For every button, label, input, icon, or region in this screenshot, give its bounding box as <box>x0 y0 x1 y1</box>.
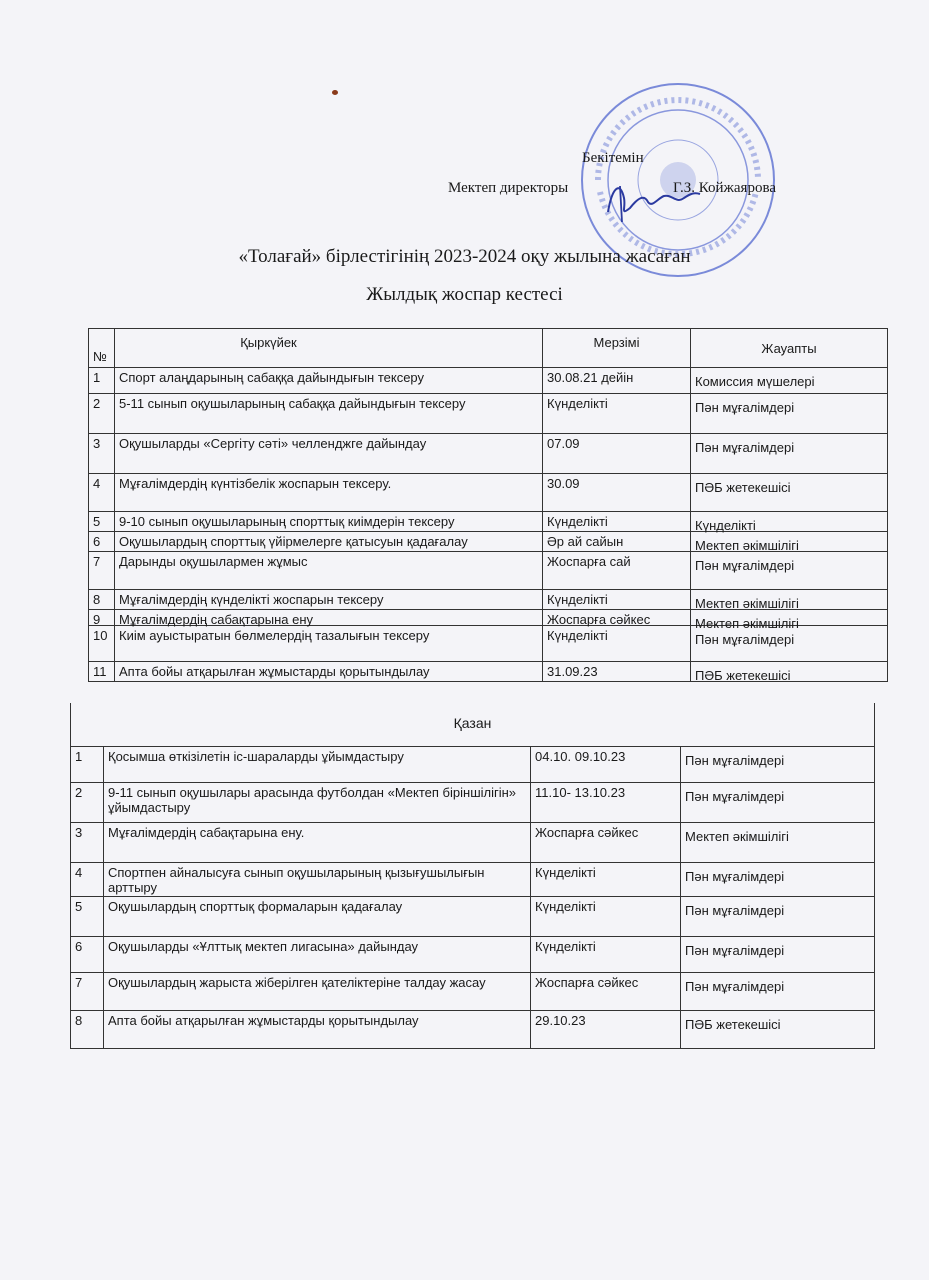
row-responsible: Мектеп әкімшілігі <box>685 829 789 844</box>
row-date: 29.10.23 <box>531 1011 681 1048</box>
row-responsible: Мектеп әкімшілігі <box>695 616 799 631</box>
header-responsible: Жауапты <box>761 341 817 356</box>
table-row <box>70 863 875 897</box>
row-number: 3 <box>89 434 115 473</box>
row-responsible: Пән мұғалімдері <box>685 753 785 768</box>
table-row <box>70 747 875 783</box>
table-row <box>88 368 888 394</box>
table-header-row <box>88 328 888 368</box>
row-number: 10 <box>89 626 115 661</box>
row-number: 1 <box>89 368 115 393</box>
table-row <box>70 783 875 823</box>
row-responsible: Комиссия мүшелері <box>695 374 815 389</box>
row-date: Жоспарға сәйкес <box>531 823 681 862</box>
row-number: 7 <box>89 552 115 589</box>
table-row <box>88 662 888 682</box>
row-number: 6 <box>89 532 115 551</box>
row-responsible: Күнделікті <box>695 518 756 533</box>
row-task: Оқушылардың жарыста жіберілген қателіктеріне талдау жасау <box>104 973 531 1010</box>
row-task: Мұғалімдердің сабақтарына ену <box>115 610 543 625</box>
row-responsible: Пән мұғалімдері <box>695 400 795 415</box>
approval-heading: Бекітемін <box>582 150 644 166</box>
row-number: 9 <box>89 610 115 625</box>
row-date: Күнделікті <box>543 394 691 433</box>
row-task: Оқушылардың спорттық формаларын қадағалау <box>104 897 531 936</box>
ink-dot <box>332 90 338 95</box>
october-table <box>70 703 875 1049</box>
row-responsible: ПӘБ жетекешісі <box>695 480 791 495</box>
table-row <box>88 552 888 590</box>
plan-subtitle: Жылдық жоспар кестесі <box>366 284 563 305</box>
row-date: 31.09.23 <box>543 662 691 681</box>
september-table <box>88 328 888 682</box>
row-number: 6 <box>71 937 104 972</box>
row-responsible: Пән мұғалімдері <box>685 943 785 958</box>
row-task: Оқушыларды «Ұлттық мектеп лигасына» дайындау <box>104 937 531 972</box>
row-date: Күнделікті <box>531 937 681 972</box>
row-date: 11.10- 13.10.23 <box>531 783 681 822</box>
row-number: 1 <box>71 747 104 782</box>
table-row <box>88 532 888 552</box>
row-responsible: Мектеп әкімшілігі <box>695 596 799 611</box>
row-date: Күнделікті <box>543 626 691 661</box>
row-number: 2 <box>71 783 104 822</box>
row-date: Жоспарға сәйкес <box>543 610 691 625</box>
row-task: Апта бойы атқарылған жұмыстарды қорытындылау <box>115 662 543 681</box>
row-task: Спорт алаңдарының сабаққа дайындығын тексеру <box>115 368 543 393</box>
row-responsible: Пән мұғалімдері <box>695 558 795 573</box>
row-number: 4 <box>71 863 104 896</box>
table-row <box>88 626 888 662</box>
row-task: 5-11 сынып оқушыларының сабаққа дайындығын тексеру <box>115 394 543 433</box>
row-number: 3 <box>71 823 104 862</box>
row-task: 9-11 сынып оқушылары арасында футболдан «Мектеп біріншілігін» ұйымдастыру <box>104 783 531 822</box>
row-number: 8 <box>89 590 115 609</box>
row-responsible: Пән мұғалімдері <box>685 789 785 804</box>
table-row <box>88 590 888 610</box>
plan-title: «Толағай» бірлестігінің 2023-2024 оқу жылына жасаған <box>238 246 691 267</box>
row-date: 04.10. 09.10.23 <box>531 747 681 782</box>
row-task: Апта бойы атқарылған жұмыстарды қорытындылау <box>104 1011 531 1048</box>
table-row <box>70 897 875 937</box>
row-task: Мұғалімдердің күнтізбелік жоспарын тексеру. <box>115 474 543 511</box>
row-task: Киім ауыстыратын бөлмелердің тазалығын тексеру <box>115 626 543 661</box>
october-month-label: Қазан <box>70 703 875 747</box>
row-responsible: Пән мұғалімдері <box>695 440 795 455</box>
table-row <box>70 1011 875 1049</box>
table-row <box>88 512 888 532</box>
row-responsible: Пән мұғалімдері <box>685 903 785 918</box>
row-number: 11 <box>89 662 115 681</box>
table-row <box>88 610 888 631</box>
table-row <box>70 823 875 863</box>
director-name: Г.З. Койжаярова <box>673 180 776 196</box>
row-date: Жоспарға сәйкес <box>531 973 681 1010</box>
row-number: 5 <box>89 512 115 531</box>
row-responsible: ПӘБ жетекешісі <box>685 1017 781 1032</box>
row-task: 9-10 сынып оқушыларының спорттық киімдерін тексеру <box>115 512 543 531</box>
header-date: Мерзімі <box>543 329 691 367</box>
table-row <box>88 474 888 512</box>
row-responsible: ПӘБ жетекешісі <box>695 668 791 683</box>
header-month: Қыркүйек <box>115 329 543 367</box>
row-date: Әр ай сайын <box>543 532 691 551</box>
row-date: Күнделікті <box>531 897 681 936</box>
row-date: 30.09 <box>543 474 691 511</box>
row-date: 07.09 <box>543 434 691 473</box>
director-label: Мектеп директоры <box>448 180 569 196</box>
row-task: Оқушыларды «Сергіту сәті» челленджге дайындау <box>115 434 543 473</box>
row-task: Мұғалімдердің күнделікті жоспарын тексеру <box>115 590 543 609</box>
table-row <box>88 394 888 434</box>
table-row <box>88 434 888 474</box>
row-number: 7 <box>71 973 104 1010</box>
row-number: 8 <box>71 1011 104 1048</box>
table-row <box>70 973 875 1011</box>
row-responsible: Пән мұғалімдері <box>685 869 785 884</box>
row-number: 4 <box>89 474 115 511</box>
row-responsible: Пән мұғалімдері <box>685 979 785 994</box>
row-number: 2 <box>89 394 115 433</box>
row-task: Мұғалімдердің сабақтарына ену. <box>104 823 531 862</box>
row-date: 30.08.21 дейін <box>543 368 691 393</box>
row-task: Оқушылардың спорттық үйірмелерге қатысуын қадағалау <box>115 532 543 551</box>
row-date: Жоспарға сай <box>543 552 691 589</box>
table-row <box>70 937 875 973</box>
row-number: 5 <box>71 897 104 936</box>
row-responsible: Мектеп әкімшілігі <box>695 538 799 553</box>
header-number: № <box>89 329 115 367</box>
row-date: Күнделікті <box>531 863 681 896</box>
row-task: Дарынды оқушылармен жұмыс <box>115 552 543 589</box>
row-responsible: Пән мұғалімдері <box>695 632 795 647</box>
row-date: Күнделікті <box>543 512 691 531</box>
row-task: Спортпен айналысуға сынып оқушыларының қызығушылығын арттыру <box>104 863 531 896</box>
row-date: Күнделікті <box>543 590 691 609</box>
row-task: Қосымша өткізілетін іс-шараларды ұйымдастыру <box>104 747 531 782</box>
signature <box>590 168 710 228</box>
